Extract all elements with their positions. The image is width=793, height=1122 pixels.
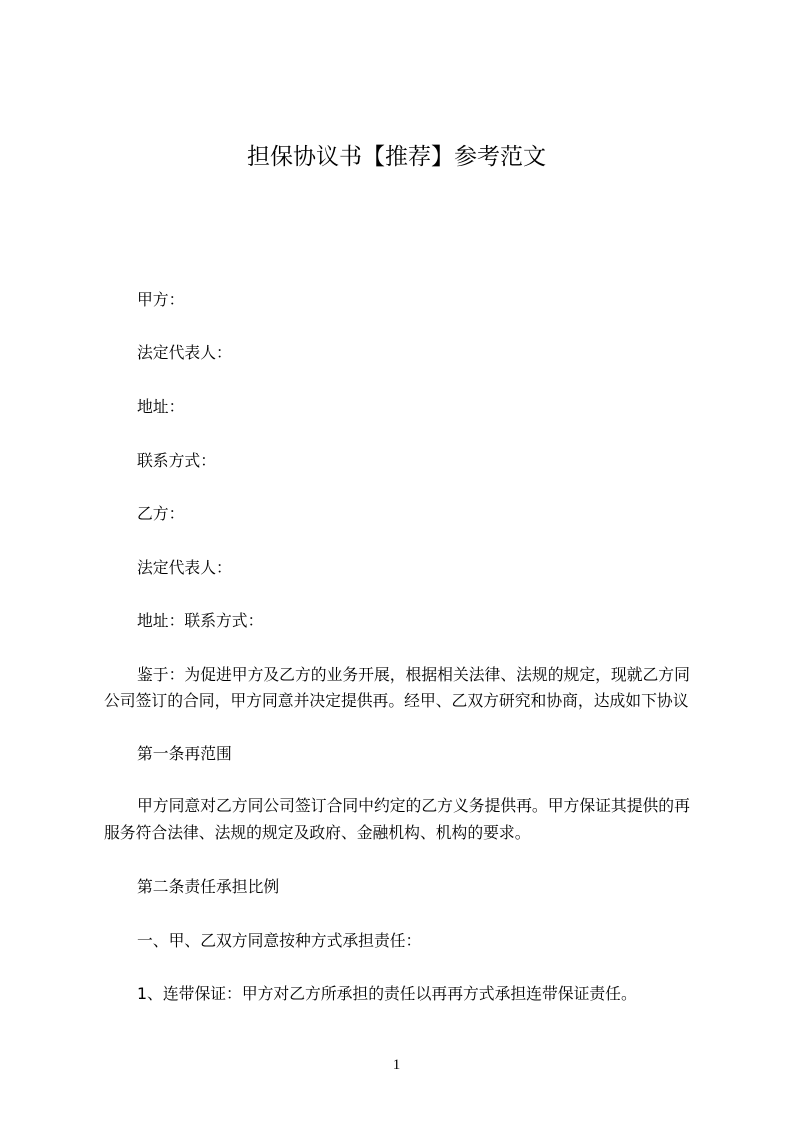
article-2-item: 1、连带保证：甲方对乙方所承担的责任以再再方式承担连带保证责任。	[137, 984, 637, 1003]
party-b-address-contact: 地址：联系方式：	[137, 611, 264, 630]
recital-line: 公司签订的合同，甲方同意并决定提供再。经甲、乙双方研究和协商，达成如下协议	[104, 691, 689, 710]
party-a-representative: 法定代表人：	[137, 343, 232, 362]
party-b-label: 乙方：	[137, 504, 185, 523]
party-a-label: 甲方：	[137, 290, 185, 309]
party-b-representative: 法定代表人：	[137, 558, 232, 577]
article-1-line: 服务符合法律、法规的规定及政府、金融机构、机构的要求。	[104, 823, 531, 842]
party-a-address: 地址：	[137, 397, 185, 416]
article-1-line: 甲方同意对乙方同公司签订合同中约定的乙方义务提供再。甲方保证其提供的再	[137, 796, 690, 815]
recital-line: 鉴于：为促进甲方及乙方的业务开展，根据相关法律、法规的规定，现就乙方同	[137, 665, 690, 684]
article-2-item: 一、甲、乙双方同意按种方式承担责任：	[137, 931, 422, 950]
document-title: 担保协议书【推荐】参考范文	[247, 144, 546, 170]
article-2-heading: 第二条责任承担比例	[137, 877, 280, 896]
page-number: 1	[392, 1057, 401, 1073]
party-a-contact: 联系方式：	[137, 451, 216, 470]
article-1-heading: 第一条再范围	[137, 744, 232, 763]
